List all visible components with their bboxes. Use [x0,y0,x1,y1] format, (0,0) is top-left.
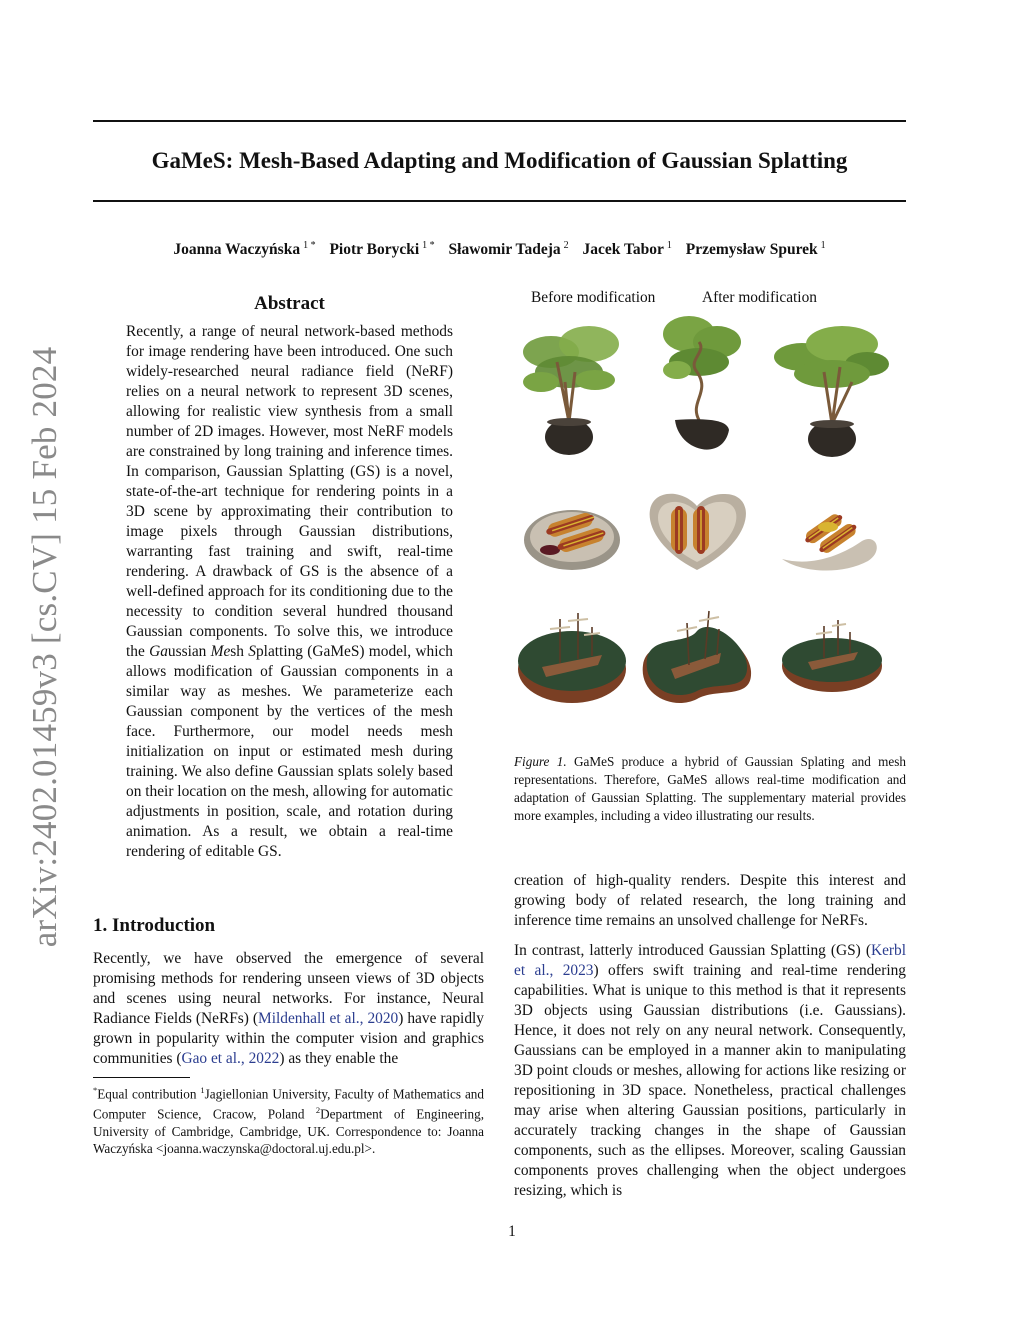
intro-paragraph-1: Recently, we have observed the emergence of several promising methods for rendering unseen views of 3D objects and scenes using neural networks. For instance, Neural Radiance Fields (NeRFs) (Mildenhall et al., 2020) have rapidly grown in popularity within the computer vision and graphics communities (Gao et al., 2022) as they enable the [93,950,484,1067]
intro-paragraph-1-continued: creation of high-quality renders. Despite this interest and growing body of related research, the long training and inference time remains an unsolved challenge for NeRFs. [514,872,906,929]
ship-modified-small-disc [782,620,882,692]
label-after-modification: After modification [702,289,817,306]
author-4: Jacek Tabor $^1$ [582,240,672,258]
abstract-heading: Abstract [254,293,325,314]
ship-original [518,613,626,703]
plant-original [523,326,619,455]
page-number: 1 [508,1223,516,1240]
citation-mildenhall[interactable]: Mildenhall et al., 2020 [258,1010,399,1027]
citation-gao[interactable]: Gao et al., 2022 [181,1050,280,1067]
author-list [93,236,906,260]
title-bottom-rule [93,200,906,202]
author-3: Sławomir Tadeja $^2$ [448,240,569,258]
abstract-text: Recently, a range of neural network-based methods for image rendering have been introduced. One such widely-researched neural radiance field (NeRF) relies on a neural network to represent 3D scenes, allowing for realistic view synthesis from a small number of 2D images. However, most NeRF models are constrained by long training and inference times. In comparison, Gaussian Splatting (GS) is a novel, state-of-the-art technique for rendering points in a 3D scene by approximating their contribution to image pixels through Gaussian distributions, warranting fast training and swift, real-time rendering. A drawback of GS is the absence of a well-defined approach for its conditioning due to the necessity to condition several hundred thousand Gaussian components. To solve this, we introduce the Gaussian Mesh Splatting (GaMeS) model, which allows modification of Gaussian components in a similar way as meshes. We parameterize each Gaussian component by the vertices of the mesh face. Furthermore, our model needs mesh initialization on input or estimated mesh during training. We also define Gaussian splats solely based on their location on the mesh, allowing for automatic adjustments in position, scale, and rotation during animation. As a result, we obtain a real-time rendering of editable GS. [126,323,453,860]
author-1: Joanna Waczyńska $^{1 *}$ [173,240,316,258]
footnote: *Equal contribution $^1$Jagiellonian University, Faculty of Mathematics and Computer Science, Cracow, Poland $^2$Department of Engineering, University of Cambridge, Cambridge, UK. Correspondence to: Joanna Waczyńska <joanna.waczynska@doctoral.uj.edu.pl>. [93,1085,484,1156]
author-5: Przemysław Spurek $^1$ [685,240,826,258]
ship-modified-squished [643,611,751,703]
figure-1-caption: Figure 1. GaMeS produce a hybrid of Gaussian Splating and mesh representations. Therefore, GaMeS allows real-time modification and adaptation of Gaussian Splatting. The supplementary material provides more examples, including a video illustrating our results. [514,754,907,823]
hotdog-modified-heart [650,494,746,570]
intro-paragraph-2: In contrast, latterly introduced Gaussian Splatting (GS) (Kerbl et al., 2023) offers swift training and real-time rendering capabilities. What is unique to this method is that it represents 3D objects using Gaussian distributions (i.e. Gaussians). Hence, it does not rely on any neural network. Consequently, Gaussians can be employed in a manner akin to manipulating 3D point clouds or meshes, allowing for actions like resizing or repositioning in 3D space. Nonetheless, practical challenges may arise when altering Gaussian positions, particularly in accurately tracking changes in the shape of Gaussian components, such as the ellipses. Moreover, scaling Gaussian components proves challenging when the object undergoes resizing, which is [514,942,906,1199]
paper-title: GaMeS: Mesh-Based Adapting and Modification of Gaussian Splatting [151,148,848,173]
hotdog-modified-wave [782,507,877,570]
introduction-heading: 1. Introduction [93,915,216,936]
top-rule [93,120,906,122]
label-before-modification: Before modification [531,289,656,306]
author-2: Piotr Borycki $^{1 *}$ [329,240,435,258]
footnote-rule [93,1077,190,1078]
citation-kerbl[interactable]: Kerbl et al., 2023 [514,942,906,979]
arxiv-stamp-text: arXiv:2402.01459v3 [cs.CV] 15 Feb 2024 [25,346,64,948]
hotdog-original [524,509,620,570]
plant-modified-twisted [663,316,741,450]
figure-1-image [514,312,906,732]
plant-modified-wide [774,326,889,457]
